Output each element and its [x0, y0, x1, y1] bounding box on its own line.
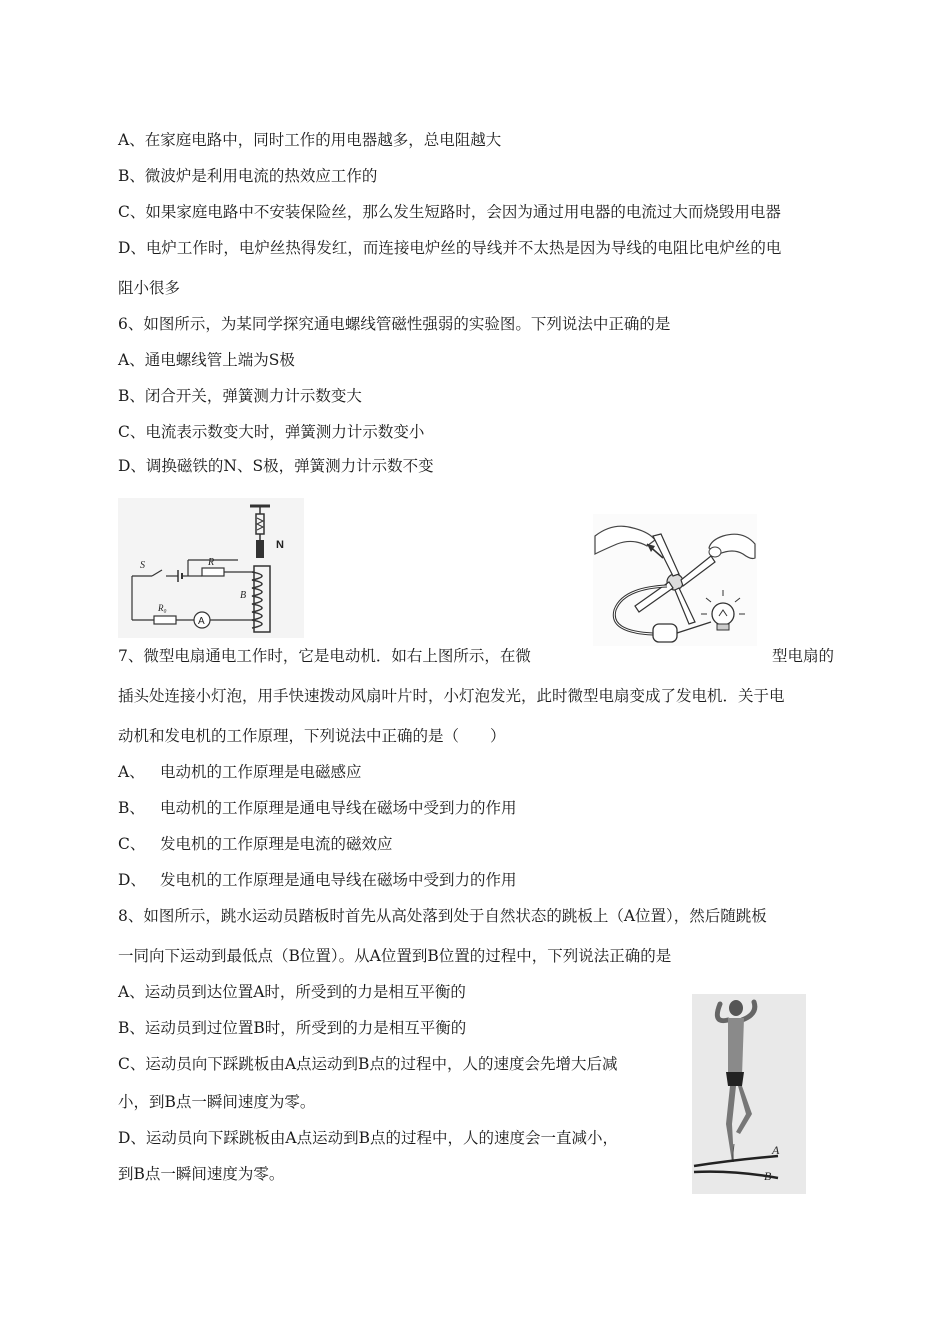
q8-stem-line2: 一同向下运动到最低点（B位置）。从A位置到B位置的过程中，下列说法正确的是	[118, 947, 672, 965]
position-b-label: B	[764, 1169, 772, 1183]
q8-option-c-continued: 小，到B点一瞬间速度为零。	[118, 1093, 316, 1111]
q8-option-a: A、运动员到达位置A时，所受到的力是相互平衡的	[118, 983, 466, 1001]
q7-option-b-label: B、	[118, 799, 145, 817]
fan-bulb-figure	[593, 514, 757, 646]
q5-option-c: C、如果家庭电路中不安装保险丝，那么发生短路时，会因为通过用电器的电流过大而烧毁用电器	[118, 203, 781, 221]
resistor-r0-label: R₀	[158, 603, 167, 613]
q8-option-d: D、运动员向下踩跳板由A点运动到B点的过程中，人的速度会一直减小，	[118, 1129, 619, 1147]
q7-option-c	[118, 834, 393, 854]
q7-option-c-text: 发电机的工作原理是电流的磁效应	[160, 835, 393, 853]
q8-option-d-continued: 到B点一瞬间速度为零。	[118, 1165, 285, 1183]
q8-option-c: C、运动员向下踩跳板由A点运动到B点的过程中，人的速度会先增大后减	[118, 1055, 618, 1073]
q7-option-d-label: D、	[118, 871, 146, 889]
q5-option-a: A、在家庭电路中，同时工作的用电器越多，总电阻越大	[118, 131, 502, 149]
rheostat-r-label: R	[208, 557, 215, 568]
q7-stem-line1-right: 型电扇的	[772, 647, 835, 665]
q7-option-d	[118, 870, 517, 890]
q8-option-b: B、运动员到过位置B时，所受到的力是相互平衡的	[118, 1019, 467, 1037]
q7-option-b-text: 电动机的工作原理是通电导线在磁场中受到力的作用	[160, 799, 517, 817]
q7-option-c-label: C、	[118, 835, 146, 853]
switch-s-label: S	[140, 560, 145, 571]
q7-stem-line2: 插头处连接小灯泡，用手快速拨动风扇叶片时，小灯泡发光，此时微型电扇变成了发电机．关于电	[118, 687, 785, 705]
q7-option-a-text: 电动机的工作原理是电磁感应	[160, 763, 362, 781]
solenoid-circuit-figure	[118, 498, 304, 638]
magnet-n-label: N	[276, 539, 284, 551]
q7-option-a-label: A、	[118, 763, 145, 781]
q7-stem-line1-left: 7、微型电扇通电工作时，它是电动机．如右上图所示，在微	[118, 647, 531, 665]
q5-option-d: D、电炉工作时，电炉丝热得发红，而连接电炉丝的导线并不太热是因为导线的电阻比电炉丝的电	[118, 239, 782, 257]
q7-option-a	[118, 762, 362, 782]
position-a-label: A	[772, 1143, 780, 1157]
diver-springboard-figure	[692, 994, 806, 1194]
q7-option-b	[118, 798, 517, 818]
solenoid-b-label: B	[240, 590, 247, 601]
q7-stem-line3: 动机和发电机的工作原理，下列说法中正确的是（ ）	[118, 727, 506, 745]
q6-option-b: B、闭合开关，弹簧测力计示数变大	[118, 387, 362, 405]
q5-option-d-continued: 阻小很多	[118, 279, 181, 297]
q6-option-d: D、调换磁铁的N、S极，弹簧测力计示数不变	[118, 457, 434, 475]
q8-stem-line1: 8、如图所示，跳水运动员踏板时首先从高处落到处于自然状态的跳板上（A位置），然后随跳板	[118, 907, 767, 925]
ammeter-a-label: A	[198, 616, 205, 627]
q7-option-d-text: 发电机的工作原理是通电导线在磁场中受到力的作用	[160, 871, 517, 889]
q6-option-c: C、电流表示数变大时，弹簧测力计示数变小	[118, 423, 425, 441]
q6-option-a: A、通电螺线管上端为S极	[118, 351, 295, 369]
q5-option-b: B、微波炉是利用电流的热效应工作的	[118, 167, 378, 185]
q6-stem: 6、如图所示，为某同学探究通电螺线管磁性强弱的实验图。下列说法中正确的是	[118, 315, 671, 333]
